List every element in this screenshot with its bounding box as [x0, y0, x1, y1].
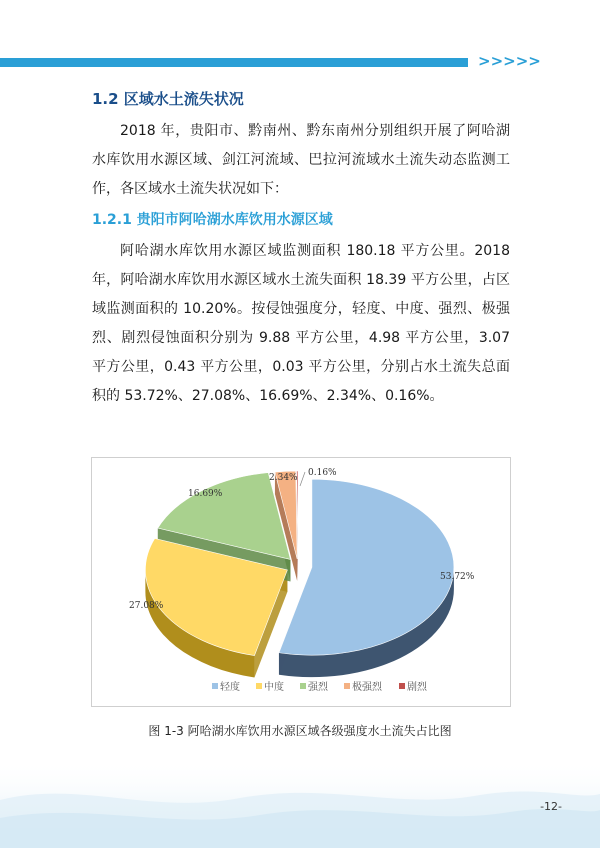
- legend-entry-0: 轻度: [220, 682, 240, 693]
- header-bar: [0, 58, 468, 67]
- legend-swatch-2: [300, 683, 306, 689]
- leader-line: [300, 472, 305, 486]
- subsection-body: [92, 237, 510, 411]
- section-intro: [92, 117, 510, 204]
- pie-chart-figure: [91, 457, 511, 707]
- subsection-title: 1.2.1 贵阳市阿哈湖水库饮用水源区域: [92, 212, 333, 228]
- body-text: 阿哈湖水库饮用水源区域监测面积 180.18 平方公里。2018 年，阿哈湖水库饮用水源区域水土流失面积 18.39 平方公里，占区域监测面积的 10.20%。按侵蚀强度分，轻度、中度、强烈、极强烈、剧烈侵蚀面积分别为 9.88 平方公里，4.98 平方公里，3.07 平方公里，0.43 平方公里，0.03 平方公里，分别占水土流失总面积的 53.72%、27.08%、16.69%、2.34%、0.16%。: [92, 243, 510, 404]
- legend-swatch-1: [256, 683, 262, 689]
- legend-swatch-0: [212, 683, 218, 689]
- intro-text: 2018 年，贵阳市、黔南州、黔东南州分别组织开展了阿哈湖水库饮用水源区域、剑江河流域、巴拉河流域水土流失动态监测工作，各区域水土流失状况如下：: [92, 123, 510, 197]
- data-label-3: 2.34%: [269, 473, 298, 483]
- legend-entry-3: 极强烈: [352, 682, 382, 693]
- figure-caption: 图 1-3 阿哈湖水库饮用水源区域各级强度水土流失占比图: [148, 724, 452, 738]
- legend-swatch-4: [399, 683, 405, 689]
- footer-wave-decoration: [0, 760, 600, 848]
- data-label-2: 16.69%: [188, 489, 223, 499]
- legend-swatch-3: [344, 683, 350, 689]
- header-arrows: >>>>>: [478, 52, 541, 70]
- data-label-1: 27.08%: [129, 601, 164, 611]
- data-label-4: 0.16%: [308, 468, 337, 478]
- pie-chart: [92, 458, 510, 706]
- data-label-0: 53.72%: [440, 572, 475, 582]
- legend-entry-2: 强烈: [308, 682, 328, 693]
- legend-entry-1: 中度: [264, 682, 284, 693]
- legend-entry-4: 剧烈: [407, 682, 427, 693]
- section-title: 1.2 区域水土流失状况: [92, 90, 244, 108]
- page-number: -12-: [540, 800, 562, 813]
